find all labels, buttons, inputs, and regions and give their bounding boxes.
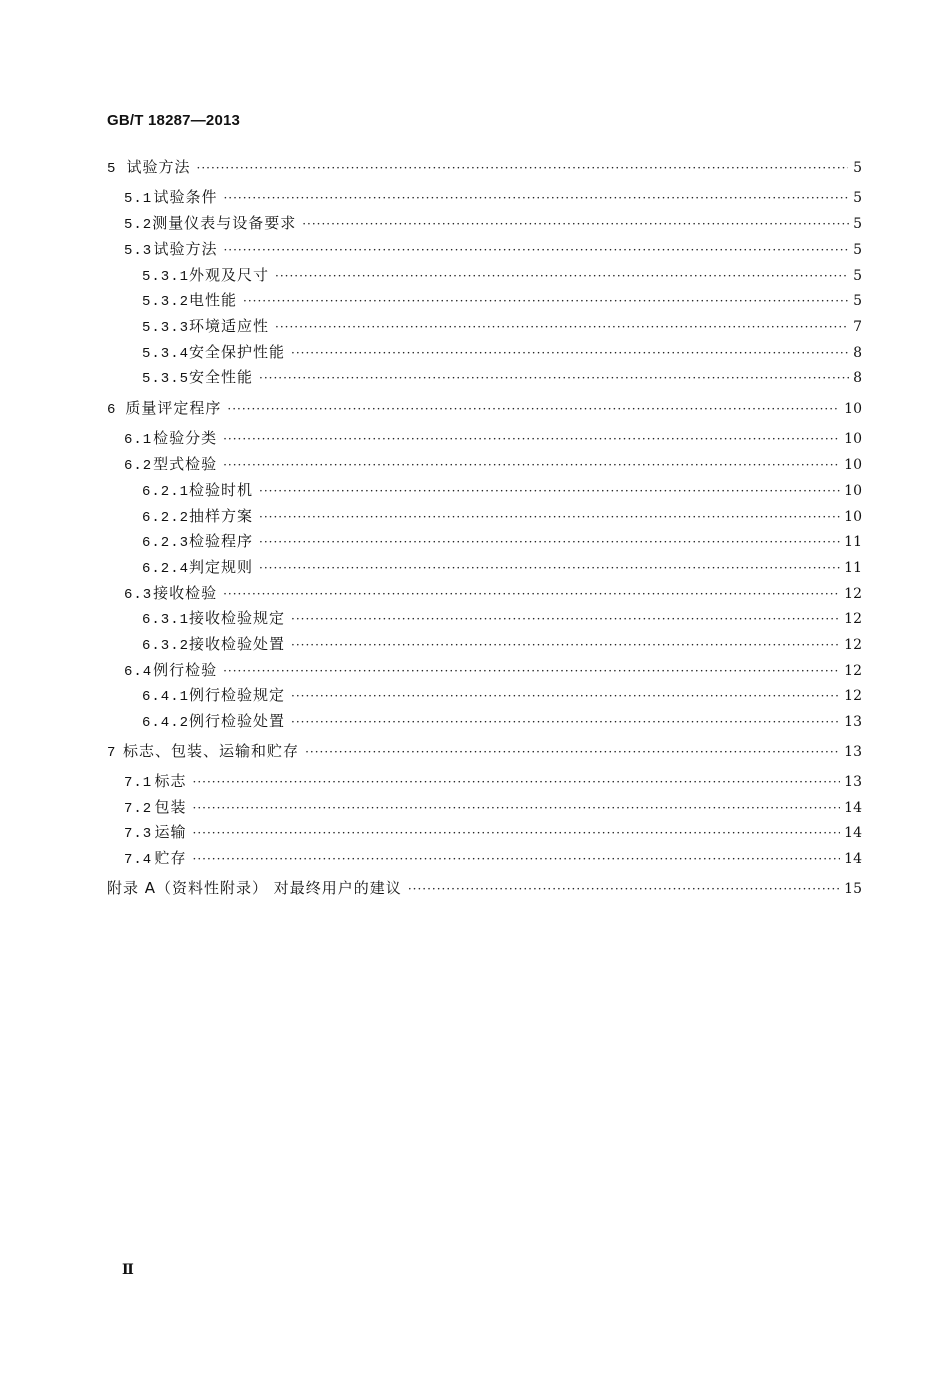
toc-entry[interactable] [142, 479, 862, 501]
toc-leader-dots [223, 187, 848, 209]
toc-entry-title: 安全性能 [189, 368, 254, 386]
toc-leader-dots [305, 741, 840, 763]
toc-entry-number: 5.2 [124, 217, 153, 233]
toc-entry-number: 6.2.2 [142, 510, 190, 526]
toc-entry[interactable] [107, 740, 862, 762]
toc-entry[interactable] [124, 212, 862, 234]
toc-leader-dots [243, 290, 849, 312]
toc-entry-page: 5 [853, 242, 862, 258]
toc-entry[interactable] [124, 847, 862, 869]
toc-entry-page: 5 [853, 160, 862, 176]
toc-entry-number: 6.3 [124, 587, 153, 603]
toc-leader-dots [223, 239, 848, 261]
toc-entry-title: 接收检验 [153, 584, 218, 602]
toc-entry[interactable] [107, 156, 862, 178]
toc-entry-page: 8 [853, 370, 862, 386]
toc-entry-title: 例行检验处置 [189, 712, 286, 730]
toc-entry-page: 10 [844, 431, 862, 447]
toc-entry[interactable] [142, 607, 862, 629]
toc-entry-number: 6.3.2 [142, 638, 190, 654]
toc-entry[interactable] [124, 770, 862, 792]
toc-entry-title: 附录 A（资料性附录） 对最终用户的建议 [107, 879, 402, 897]
toc-entry[interactable] [124, 796, 862, 818]
toc-entry-number: 6.2.1 [142, 484, 190, 500]
toc-entry-page: 10 [844, 401, 862, 417]
toc-leader-dots [193, 797, 841, 819]
toc-entry-title: 例行检验规定 [189, 686, 286, 704]
toc-entry-number: 5.3.4 [142, 346, 190, 362]
toc-entry-title: 包装 [154, 798, 187, 816]
toc-leader-dots [193, 771, 841, 793]
toc-entry-title: 接收检验规定 [189, 609, 286, 627]
toc-entry-page: 5 [853, 268, 862, 284]
toc-entry[interactable] [142, 710, 862, 732]
toc-leader-dots [275, 316, 849, 338]
toc-leader-dots [223, 660, 840, 682]
toc-entry-page: 12 [844, 611, 862, 627]
toc-leader-dots [223, 428, 840, 450]
toc-entry-page: 12 [844, 637, 862, 653]
toc-entry[interactable] [124, 821, 862, 843]
toc-entry-title: 检验程序 [189, 532, 254, 550]
toc-entry-title: 检验分类 [153, 429, 218, 447]
toc-entry-title: 试验方法 [153, 240, 218, 258]
toc-entry-title: 标志、包装、运输和贮存 [123, 742, 300, 760]
toc-entry-title: 环境适应性 [189, 317, 270, 335]
toc-leader-dots [275, 265, 849, 287]
toc-entry-title: 安全保护性能 [189, 343, 286, 361]
toc-entry-page: 14 [844, 851, 862, 867]
toc-entry-page: 13 [844, 744, 862, 760]
toc-entry-number: 5.3.1 [142, 269, 190, 285]
toc-entry-page: 12 [844, 688, 862, 704]
toc-entry[interactable] [124, 659, 862, 681]
toc-entry-title: 型式检验 [153, 455, 218, 473]
toc-entry-number: 5.3.3 [142, 320, 190, 336]
toc-entry[interactable] [142, 315, 862, 337]
toc-leader-dots [197, 157, 849, 179]
toc-entry-title: 例行检验 [153, 661, 218, 679]
toc-entry[interactable] [107, 397, 862, 419]
toc-entry-number: 7 [107, 745, 117, 761]
toc-entry-title: 标志 [154, 772, 187, 790]
toc-leader-dots [291, 342, 849, 364]
toc-entry-number: 6.2.4 [142, 561, 190, 577]
toc-entry-page: 5 [853, 190, 862, 206]
toc-leader-dots [227, 398, 840, 420]
toc-entry-number: 5.1 [124, 191, 153, 207]
toc-entry-number: 6.4.2 [142, 715, 190, 731]
toc-entry[interactable] [124, 427, 862, 449]
toc-entry-title: 运输 [154, 823, 187, 841]
toc-leader-dots [259, 367, 849, 389]
toc-entry-page: 5 [853, 216, 862, 232]
toc-entry-title: 电性能 [189, 291, 238, 309]
toc-entry-page: 11 [844, 534, 862, 550]
toc-entry-title: 试验条件 [153, 188, 218, 206]
toc-leader-dots [291, 634, 840, 656]
toc-entry-number: 6.2.3 [142, 535, 190, 551]
toc-entry-title: 贮存 [154, 849, 187, 867]
toc-entry[interactable] [142, 633, 862, 655]
toc-entry[interactable] [142, 341, 862, 363]
toc-entry[interactable] [142, 366, 862, 388]
toc-entry-page: 5 [853, 293, 862, 309]
toc-entry[interactable] [124, 238, 862, 260]
document-id: GB/T 18287—2013 [107, 112, 241, 129]
toc-entry-title: 抽样方案 [189, 507, 254, 525]
toc-leader-dots [223, 454, 840, 476]
toc-entry-number: 7.2 [124, 801, 153, 817]
toc-entry-number: 6.3.1 [142, 612, 190, 628]
toc-entry-number: 6.1 [124, 432, 153, 448]
toc-entry-title: 外观及尺寸 [189, 266, 270, 284]
toc-entry-title: 接收检验处置 [189, 635, 286, 653]
toc-entry-title: 试验方法 [126, 158, 191, 176]
page-number: Ⅱ [122, 1262, 134, 1278]
toc-entry[interactable] [142, 556, 862, 578]
toc-entry-title: 判定规则 [189, 558, 254, 576]
toc-entry-page: 14 [844, 800, 862, 816]
toc-entry-page: 7 [853, 319, 862, 335]
toc-entry-number: 6.2 [124, 458, 153, 474]
toc-leader-dots [259, 480, 840, 502]
toc-leader-dots [223, 583, 840, 605]
toc-leader-dots [259, 557, 840, 579]
toc-entry[interactable] [124, 453, 862, 475]
toc-leader-dots [408, 878, 840, 900]
toc-entry-title: 质量评定程序 [125, 399, 222, 417]
toc-entry-number: 5.3.5 [142, 371, 190, 387]
toc-entry-page: 13 [844, 714, 862, 730]
toc-entry[interactable] [142, 505, 862, 527]
toc-entry-number: 7.4 [124, 852, 153, 868]
toc-leader-dots [302, 213, 849, 235]
toc-entry-page: 15 [844, 881, 862, 897]
toc-entry-page: 10 [844, 483, 862, 499]
toc-leader-dots [193, 822, 841, 844]
toc-entry[interactable] [142, 530, 862, 552]
toc-entry-page: 13 [844, 774, 862, 790]
toc-entry-page: 10 [844, 509, 862, 525]
toc-entry-page: 12 [844, 663, 862, 679]
toc-entry[interactable] [124, 186, 862, 208]
toc-leader-dots [193, 848, 841, 870]
toc-entry-number: 7.3 [124, 826, 153, 842]
toc-entry-number: 6.4.1 [142, 689, 190, 705]
toc-entry-number: 6 [107, 402, 117, 418]
toc-entry-title: 检验时机 [189, 481, 254, 499]
toc-entry[interactable] [142, 289, 862, 311]
toc-entry-page: 12 [844, 586, 862, 602]
toc-entry[interactable] [124, 582, 862, 604]
toc-entry[interactable] [142, 264, 862, 286]
toc-entry-title: 测量仪表与设备要求 [152, 214, 297, 232]
toc-entry-number: 5 [107, 161, 117, 177]
toc-entry-number: 7.1 [124, 775, 153, 791]
toc-entry-page: 11 [844, 560, 862, 576]
toc-entry-number: 5.3 [124, 243, 153, 259]
toc-entry-page: 14 [844, 825, 862, 841]
toc-leader-dots [259, 531, 840, 553]
toc-entry-annex[interactable] [107, 877, 862, 899]
toc-leader-dots [259, 506, 840, 528]
toc-entry-page: 10 [844, 457, 862, 473]
toc-entry[interactable] [142, 684, 862, 706]
toc-entry-number: 5.3.2 [142, 294, 190, 310]
toc-entry-page: 8 [853, 345, 862, 361]
toc-leader-dots [291, 608, 840, 630]
toc-entry-number: 6.4 [124, 664, 153, 680]
toc-leader-dots [291, 711, 840, 733]
toc-leader-dots [291, 685, 840, 707]
